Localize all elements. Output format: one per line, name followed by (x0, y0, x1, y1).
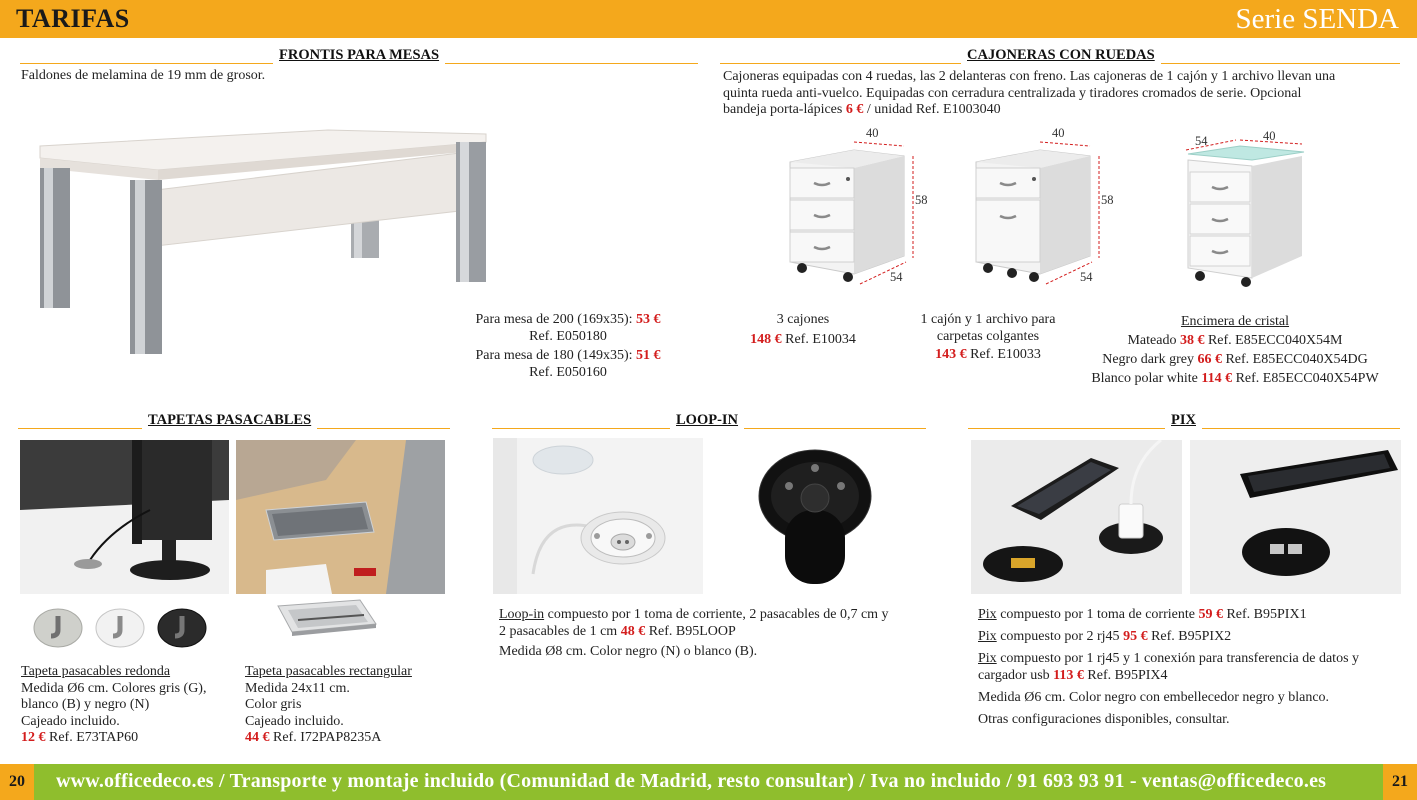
loop-in-price: 48 € (620, 624, 646, 639)
cajoneras-desc-line1: Cajoneras equipadas con 4 ruedas, las 2 delanteras con freno. Las cajoneras de 1 cajón y 1 archivo llevan una (723, 69, 1336, 84)
rect-grommet-size: Medida 24x11 cm. (245, 680, 350, 696)
dim-depth-3: 54 (1195, 134, 1208, 148)
page-header (0, 0, 1417, 38)
pedestal-item-2-price: 143 € (935, 347, 967, 362)
pix-1-name: Pix (978, 607, 997, 622)
desk-with-modesty-panel-image (38, 128, 488, 360)
glass-top-opt1-label: Mateado (1127, 333, 1177, 348)
pedestal-item-2-name-line2: carpetas colgantes (936, 328, 1040, 344)
pix-2-price: 95 € (1123, 629, 1148, 644)
pix-3-ref: Ref. B95PIX4 (1087, 668, 1168, 683)
glass-top-opt1-ref: Ref. E85ECC040X54M (1207, 333, 1343, 348)
pix-2-ref: Ref. B95PIX2 (1151, 629, 1232, 644)
pix-charging-photo (971, 440, 1182, 594)
frontis-line1-label: Para mesa de 200 (169x35): (475, 312, 633, 327)
glass-top-name: Encimera de cristal (1180, 314, 1290, 329)
loopin-heading: LOOP-IN (670, 412, 744, 429)
glass-top-options (1070, 312, 1400, 388)
loop-in-desk-photo (493, 438, 703, 594)
pix-2-name: Pix (978, 629, 997, 644)
frontis-line2-ref: Ref. E050160 (529, 364, 607, 380)
cajoneras-desc-line3: bandeja porta-lápices (723, 102, 843, 117)
pix-heading: PIX (1165, 412, 1202, 429)
right-page-number: 21 (1383, 764, 1417, 800)
pedestal-item-1-ref: Ref. E10034 (785, 331, 856, 347)
round-grommet-colors: blanco (B) y negro (N) (21, 697, 150, 712)
loop-in-info (499, 606, 929, 660)
glass-top-opt2-label: Negro dark grey (1102, 352, 1194, 367)
loop-in-product-image (745, 440, 885, 596)
rect-grommet-desk-photo (236, 440, 445, 594)
glass-top-opt3-price: 114 € (1201, 371, 1233, 386)
dim-width-1: 40 (866, 126, 879, 140)
round-grommet-ref: Ref. E73TAP60 (49, 730, 139, 745)
pix-size: Medida Ø6 cm. Color negro con embellecedor negro y blanco. (978, 690, 1330, 705)
frontis-description: Faldones de melamina de 19 mm de grosor. (21, 68, 266, 83)
cajoneras-desc-line2: quinta rueda anti-vuelco. Equipadas con cerradura centralizada y tiradores cromados de serie. Opcional (723, 85, 1302, 101)
pencil-tray-price: 6 € (845, 102, 864, 117)
pedestal-drawer-file-image (968, 128, 1118, 288)
pix-3-desc: compuesto por 1 rj45 y 1 conexión para transferencia de datos y (1000, 651, 1360, 666)
tapetas-heading: TAPETAS PASACABLES (142, 412, 317, 429)
pedestal-glass-top-image (1180, 128, 1320, 288)
round-grommet-size: Medida Ø6 cm. Colores gris (G), (21, 680, 207, 696)
round-grommet-colors-image (32, 606, 212, 650)
frontis-line2-label: Para mesa de 180 (149x35): (475, 348, 633, 363)
frontis-line1-ref: Ref. E050180 (529, 328, 607, 344)
frontis-line2-price: 51 € (636, 348, 661, 363)
round-grommet-included: Cajeado incluido. (21, 713, 120, 729)
dim-height-2: 58 (1101, 193, 1114, 207)
pix-rj45-photo (1190, 440, 1401, 594)
loop-in-size: Medida Ø8 cm. Color negro (N) o blanco (B). (499, 644, 758, 659)
pedestal-item-1 (740, 312, 866, 348)
pix-info (978, 606, 1403, 728)
loop-in-ref: Ref. B95LOOP (648, 624, 736, 639)
pix-3-name: Pix (978, 651, 997, 666)
pencil-tray-ref: / unidad Ref. E1003040 (866, 102, 1001, 117)
dim-height-1: 58 (915, 193, 928, 207)
pix-3-desc-2: cargador usb (978, 668, 1050, 683)
pedestal-3-drawers-image (782, 128, 932, 288)
round-grommet-desk-photo (20, 440, 229, 594)
loop-in-name: Loop-in (499, 607, 545, 622)
glass-top-opt3-ref: Ref. E85ECC040X54PW (1235, 371, 1379, 386)
loop-in-desc: compuesto por 1 toma de corriente, 2 pasacables de 0,7 cm y (547, 607, 889, 622)
pix-1-ref: Ref. B95PIX1 (1226, 607, 1307, 622)
dim-depth-2: 54 (1080, 270, 1093, 284)
page-footer (0, 764, 1417, 800)
pedestal-item-1-name: 3 cajones (776, 312, 830, 327)
rect-grommet-name: Tapeta pasacables rectangular (245, 664, 412, 679)
pix-3-price: 113 € (1053, 668, 1084, 683)
pedestal-item-1-price: 148 € (750, 331, 782, 347)
glass-top-opt2-price: 66 € (1197, 352, 1222, 367)
page-title: TARIFAS (16, 4, 130, 33)
pedestal-item-2 (908, 312, 1068, 364)
loop-in-desc-2: 2 pasacables de 1 cm (499, 624, 618, 639)
round-grommet-name: Tapeta pasacables redonda (21, 664, 171, 679)
frontis-line1-price: 53 € (636, 312, 661, 327)
frontis-heading: FRONTIS PARA MESAS (273, 47, 445, 64)
rect-grommet-included: Cajeado incluido. (245, 713, 344, 729)
series-name: Serie SENDA (1235, 3, 1399, 35)
left-page-number: 20 (0, 764, 34, 800)
frontis-prices (460, 312, 676, 381)
rect-grommet-color: Color gris (245, 697, 302, 712)
pix-1-price: 59 € (1198, 607, 1223, 622)
glass-top-opt1-price: 38 € (1179, 333, 1205, 348)
dim-depth-1: 54 (890, 270, 903, 284)
pedestal-item-2-ref: Ref. E10033 (970, 347, 1041, 362)
dim-width-2: 40 (1052, 126, 1065, 140)
cajoneras-heading: CAJONERAS CON RUEDAS (961, 47, 1161, 64)
pix-other-configs: Otras configuraciones disponibles, consultar. (978, 712, 1230, 727)
pix-1-desc: compuesto por 1 toma de corriente (1000, 607, 1195, 622)
cajoneras-description (723, 69, 1403, 119)
rect-grommet-product-image (272, 598, 382, 640)
rect-grommet-ref: Ref. I72PAP8235A (273, 730, 382, 745)
glass-top-opt2-ref: Ref. E85ECC040X54DG (1225, 352, 1368, 367)
rect-grommet-info (245, 664, 455, 747)
round-grommet-info (21, 664, 221, 747)
dim-width-3: 40 (1263, 129, 1276, 143)
rect-grommet-price: 44 € (245, 730, 270, 745)
pix-2-desc: compuesto por 2 rj45 (1000, 629, 1120, 644)
glass-top-opt3-label: Blanco polar white (1091, 371, 1198, 386)
round-grommet-price: 12 € (21, 730, 46, 745)
pedestal-item-2-name-line1: 1 cajón y 1 archivo para (920, 312, 1056, 327)
footer-contact-text: www.officedeco.es / Transporte y montaje incluido (Comunidad de Madrid, resto consultar) / Iva no incluido / 91 693 93 91 - ventas@officedeco.es (56, 770, 1327, 792)
